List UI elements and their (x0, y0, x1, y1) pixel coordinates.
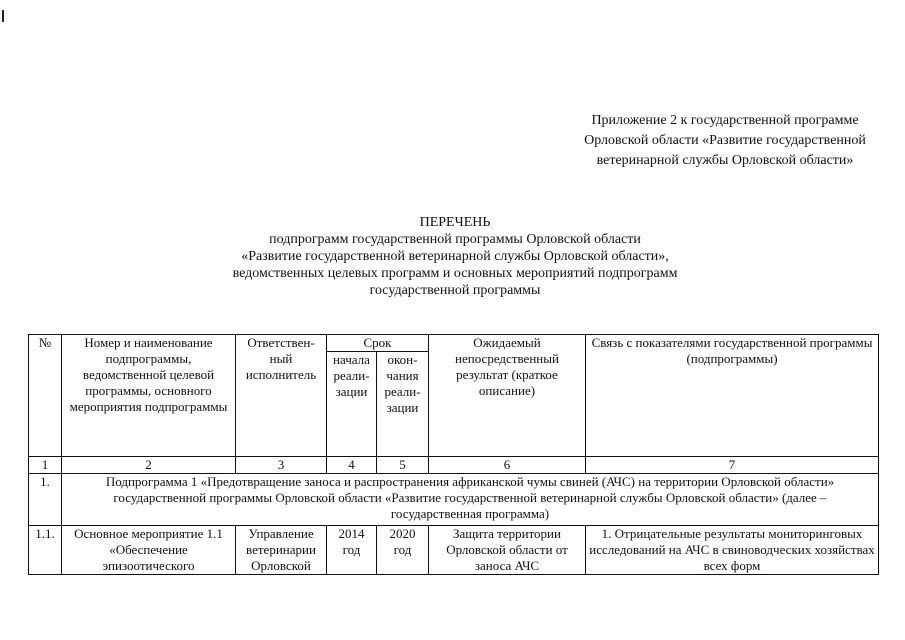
row-start: 2014 год (327, 526, 377, 575)
scan-edge-mark (2, 10, 4, 22)
header-responsible: Ответствен-ный исполнитель (236, 335, 327, 457)
header-start: начала реали-зации (327, 352, 377, 457)
column-number: 7 (586, 457, 879, 474)
header-name: Номер и наименование подпрограммы, ведомственной целевой программы, основного мероприятия подпрограммы (62, 335, 236, 457)
header-num: № (29, 335, 62, 457)
program-list-table (28, 334, 879, 575)
table-header-row (29, 335, 879, 352)
column-number: 5 (377, 457, 429, 474)
table-row (29, 526, 879, 575)
subprogram-num: 1. (29, 474, 62, 526)
header-result: Ожидаемый непосредственный результат (краткое описание) (429, 335, 586, 457)
column-number: 3 (236, 457, 327, 474)
header-link: Связь с показателями государственной программы (подпрограммы) (586, 335, 879, 457)
row-responsible: Управление ветеринарии Орловской (236, 526, 327, 575)
title-line-4: государственной программы (369, 283, 541, 298)
column-number-row (29, 457, 879, 474)
column-number: 1 (29, 457, 62, 474)
subprogram-title: Подпрограмма 1 «Предотвращение заноса и распространения африканской чумы свиней (АЧС) на территории Орловской области» государственной программы Орловской области «Развитие государственной ветеринарной службы Орловской области» (далее – государственная программа) (62, 474, 879, 526)
appendix-line-3: ветеринарной службы Орловской области» (596, 153, 854, 168)
title-line-1: подпрограмм государственной программы Орловской области (269, 232, 641, 247)
row-name: Основное мероприятие 1.1 «Обеспечение эпизоотического (62, 526, 236, 575)
column-number: 4 (327, 457, 377, 474)
header-term: Срок (327, 335, 429, 352)
appendix-note (560, 111, 890, 171)
row-link: 1. Отрицательные результаты мониторинговых исследований на АЧС в свиноводческих хозяйствах всех форм (586, 526, 879, 575)
document-title (160, 214, 750, 299)
appendix-line-2: Орловской области «Развитие государственной (584, 133, 866, 148)
title-line-3: ведомственных целевых программ и основных мероприятий подпрограмм (232, 266, 678, 281)
column-number: 6 (429, 457, 586, 474)
header-end: окон-чания реали-зации (377, 352, 429, 457)
column-number: 2 (62, 457, 236, 474)
row-end: 2020 год (377, 526, 429, 575)
subprogram-row (29, 474, 879, 526)
title-line-2: «Развитие государственной ветеринарной службы Орловской области», (241, 249, 669, 264)
row-num: 1.1. (29, 526, 62, 575)
row-result: Защита территории Орловской области от заноса АЧС (429, 526, 586, 575)
appendix-line-1: Приложение 2 к государственной программе (591, 113, 859, 128)
title-heading: ПЕРЕЧЕНЬ (419, 215, 491, 230)
